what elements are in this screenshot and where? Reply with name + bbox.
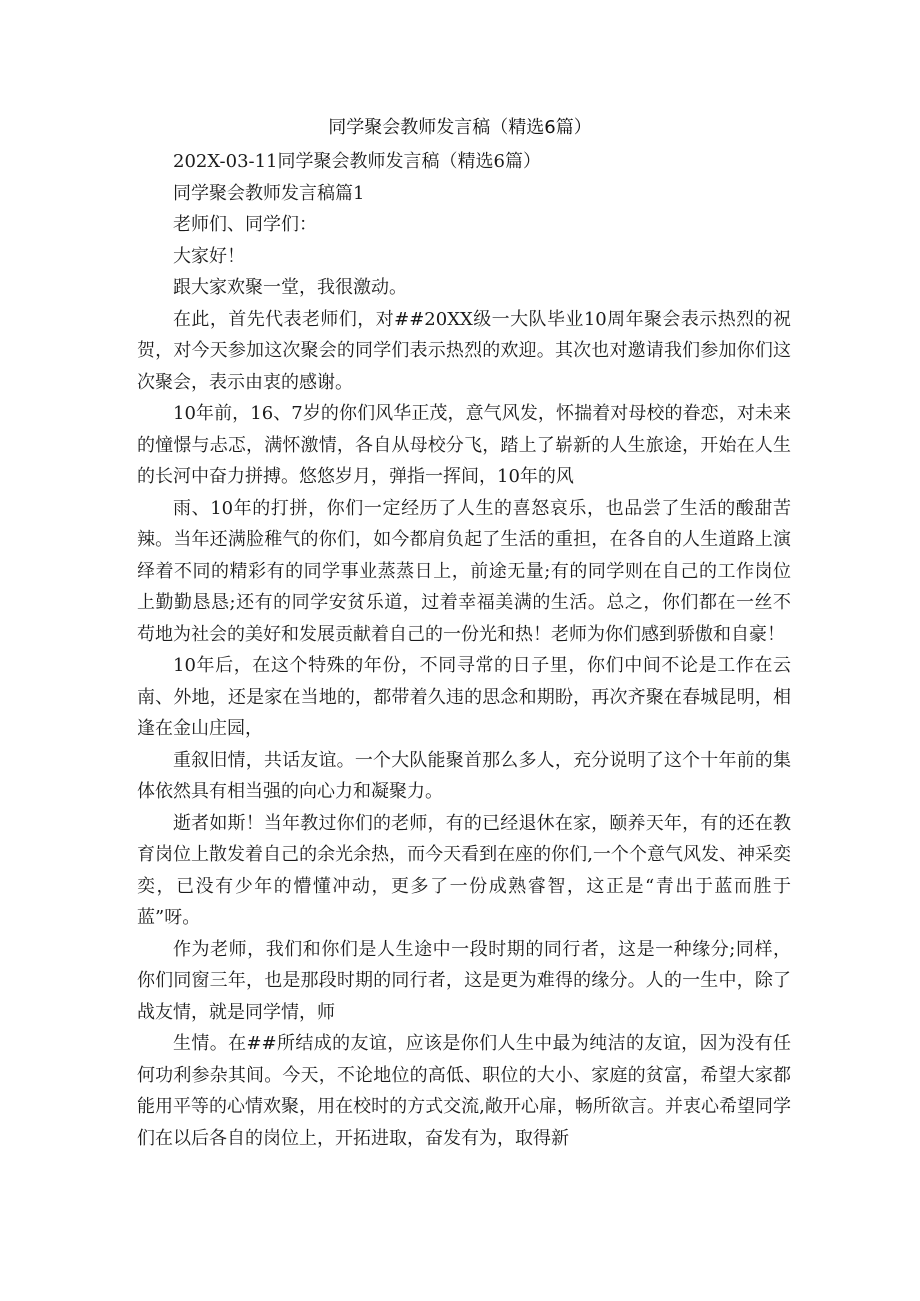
document-body <box>137 146 791 1154</box>
paragraph: 雨、10年的打拼，你们一定经历了人生的喜怒哀乐，也品尝了生活的酸甜苦辣。当年还满脸稚气的你们，如今都肩负起了生活的重担，在各自的人生道路上演绎着不同的精彩有的同学事业蒸蒸日上，前途无量;有的同学则在自己的工作岗位上勤勤恳恳;还有的同学安贫乐道，过着幸福美满的生活。总之，你们都在一丝不苟地为社会的美好和发展贡献着自己的一份光和热！老师为你们感到骄傲和自豪！ <box>137 497 791 645</box>
paragraph: 10年前，16、7岁的你们风华正茂，意气风发，怀揣着对母校的眷恋，对未来的憧憬与忐忑，满怀激情，各自从母校分飞，踏上了崭新的人生旅途，开始在人生的长河中奋力拼搏。悠悠岁月，弹指一挥间，10年的风 <box>137 403 791 487</box>
paragraph-date-heading: 202X-03-11同学聚会教师发言稿（精选6篇） <box>173 151 541 172</box>
paragraph: 逝者如斯！当年教过你们的老师，有的已经退休在家，颐养天年，有的还在教育岗位上散发着自己的余光余热，而今天看到在座的你们,一个个意气风发、神采奕奕，已没有少年的懵懂冲动，更多了一份成熟睿智，这正是“青出于蓝而胜于蓝”呀。 <box>137 812 791 928</box>
paragraph: 10年后，在这个特殊的年份，不同寻常的日子里，你们中间不论是工作在云南、外地，还是家在当地的，都带着久违的思念和期盼，再次齐聚在春城昆明，相逢在金山庄园， <box>137 655 791 739</box>
paragraph: 跟大家欢聚一堂，我很激动。 <box>173 277 407 298</box>
paragraph: 在此，首先代表老师们，对##20XX级一大队毕业10周年聚会表示热烈的祝贺，对今天参加这次聚会的同学们表示热烈的欢迎。其次也对邀请我们参加你们这次聚会，表示由衷的感谢。 <box>137 308 791 393</box>
document-title: 同学聚会教师发言稿（精选6篇） <box>328 117 592 138</box>
paragraph: 重叙旧情，共话友谊。一个大队能聚首那么多人，充分说明了这个十年前的集体依然具有相当强的向心力和凝聚力。 <box>137 749 791 802</box>
paragraph: 生情。在##所结成的友谊，应该是你们人生中最为纯洁的友谊，因为没有任何功利参杂其间。今天，不论地位的高低、职位的大小、家庭的贫富，希望大家都能用平等的心情欢聚，用在校时的方式交流,敞开心扉，畅所欲言。并衷心希望同学们在以后各自的岗位上，开拓进取，奋发有为，取得新 <box>137 1033 791 1149</box>
paragraph: 作为老师，我们和你们是人生途中一段时期的同行者，这是一种缘分;同样，你们同窗三年，也是那段时期的同行者，这是更为难得的缘分。人的一生中，除了战友情，就是同学情，师 <box>137 938 791 1023</box>
paragraph-salutation: 老师们、同学们： <box>173 214 317 235</box>
paragraph-section-heading: 同学聚会教师发言稿篇1 <box>173 182 365 204</box>
paragraph-greeting: 大家好！ <box>173 245 245 267</box>
